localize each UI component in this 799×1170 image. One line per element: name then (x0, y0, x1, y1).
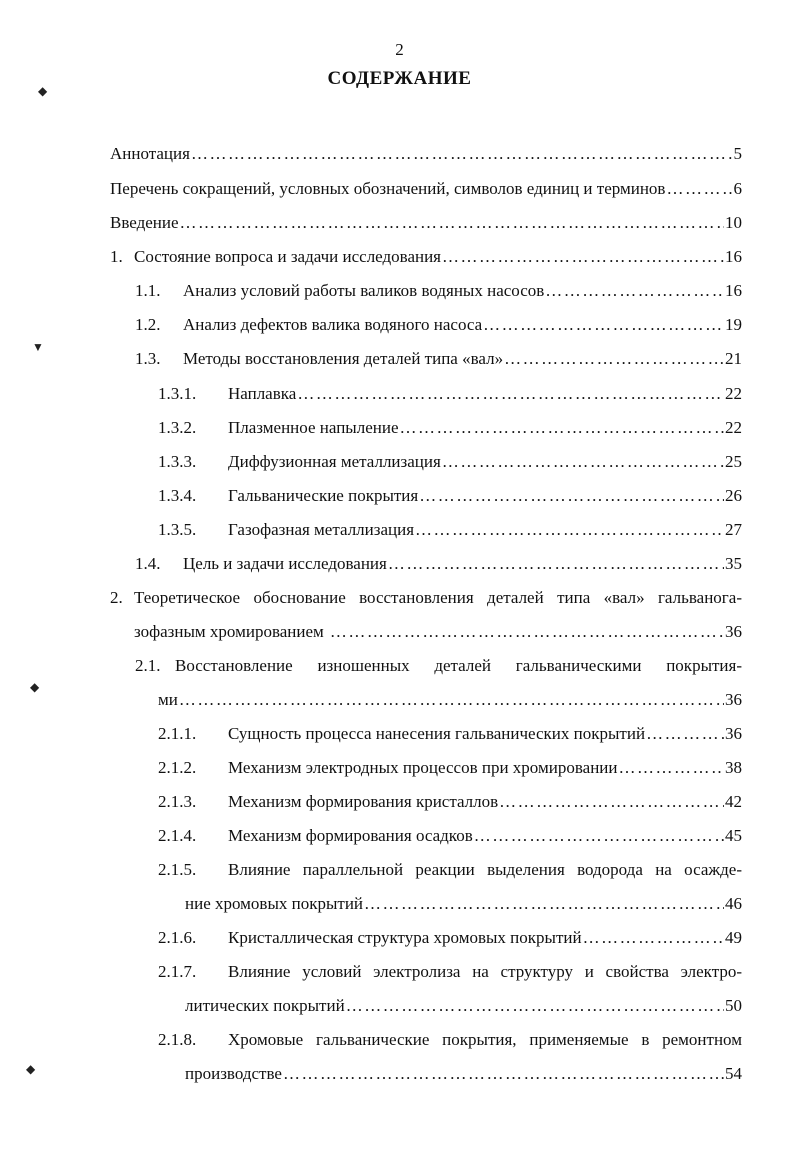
toc-entry-page: 42 (725, 792, 742, 811)
toc-leader-dots (388, 554, 724, 574)
toc-entry-first-line[interactable] (158, 1030, 742, 1050)
toc-entry-text: Газофазная металлизация (228, 520, 415, 539)
toc-entry[interactable] (135, 281, 742, 301)
toc-leader-dots (474, 826, 724, 846)
toc-entry[interactable] (110, 213, 742, 233)
toc-entry-text: Наплавка (228, 384, 297, 403)
toc-entry[interactable] (110, 179, 742, 199)
toc-leader-dots (483, 315, 724, 335)
toc-entry-continuation-text: зофазным хромированием (134, 622, 324, 641)
toc-entry-text: Механизм формирования осадков (228, 826, 473, 845)
toc-entry[interactable] (158, 928, 742, 948)
toc-entry-page: 38 (725, 758, 742, 777)
scan-mark-4: ◆ (26, 1062, 36, 1076)
toc-entry-number: 1.3.5. (158, 520, 197, 539)
toc-leader-dots (618, 758, 724, 778)
toc-entry-number: 2.1.6. (158, 928, 197, 947)
toc-leader-dots (545, 281, 724, 301)
toc-entry-continuation[interactable] (185, 1064, 742, 1084)
toc-entry-number: 2.1.7. (158, 962, 197, 981)
toc-entry-page: 5 (733, 144, 742, 163)
toc-entry-text: Плазменное напыление (228, 418, 399, 437)
toc-leader-dots (297, 384, 724, 404)
toc-entry-page: 35 (725, 554, 742, 573)
toc-entry-page: 6 (733, 179, 742, 198)
toc-entry-page: 19 (725, 315, 742, 334)
toc-entry-text: Аннотация (110, 144, 190, 163)
toc-entry-first-line[interactable] (158, 860, 742, 880)
toc-leader-dots (346, 996, 724, 1016)
toc-entry-page: 46 (725, 894, 742, 913)
toc-leader-dots (442, 247, 724, 267)
toc-entry-text: Гальванические покрытия (228, 486, 419, 505)
toc-entry-page: 36 (725, 690, 742, 709)
toc-entry-number: 2. (110, 588, 123, 607)
toc-entry-number: 1.4. (135, 554, 161, 573)
toc-entry-number: 2.1.3. (158, 792, 197, 811)
toc-entry-continuation-text: ние хромовых покрытий (185, 894, 364, 913)
toc-entry-page: 26 (725, 486, 742, 505)
toc-entry-text: Кристаллическая структура хромовых покрытий (228, 928, 582, 947)
scan-mark-2: ▼ (32, 340, 44, 354)
toc-entry-text: Диффузионная металлизация (228, 452, 441, 471)
toc-entry-continuation[interactable] (185, 996, 742, 1016)
toc-entry-continuation-text: производстве (185, 1064, 282, 1083)
toc-entry[interactable] (135, 554, 742, 574)
page-title: СОДЕРЖАНИЕ (327, 68, 472, 89)
toc-entry-number: 2.1.2. (158, 758, 197, 777)
toc-entry-number: 1. (110, 247, 123, 266)
toc-leader-dots (442, 452, 724, 472)
toc-entry-page: 25 (725, 452, 742, 471)
toc-entry[interactable] (158, 724, 742, 744)
toc-entry-first-line[interactable] (135, 656, 742, 676)
toc-leader-dots (180, 213, 724, 233)
toc-entry-continuation[interactable] (134, 622, 742, 642)
toc-entry-page: 16 (725, 247, 742, 266)
toc-entry-continuation-text: ми (158, 690, 178, 709)
scan-mark-1: ◆ (38, 84, 48, 98)
toc-entry-page: 22 (725, 384, 742, 403)
toc-entry-number: 2.1.5. (158, 860, 197, 879)
toc-entry-text: Механизм формирования кристаллов (228, 792, 499, 811)
toc-entry-number: 1.3.4. (158, 486, 197, 505)
toc-entry-text: Анализ дефектов валика водяного насоса (183, 315, 483, 334)
toc-leader-dots (504, 349, 724, 369)
toc-entry[interactable] (158, 826, 742, 846)
toc-entry-number: 2.1.1. (158, 724, 197, 743)
toc-entry[interactable] (158, 520, 742, 540)
toc-entry-first-line[interactable] (110, 588, 742, 608)
toc-entry-page: 10 (725, 213, 742, 232)
toc-entry-page: 21 (725, 349, 742, 368)
toc-entry[interactable] (158, 452, 742, 472)
toc-entry-number: 1.2. (135, 315, 161, 334)
toc-entry-number: 1.1. (135, 281, 161, 300)
toc-leader-dots (583, 928, 724, 948)
toc-leader-dots (283, 1064, 724, 1084)
toc-entry-page: 36 (725, 622, 742, 641)
toc-entry[interactable] (158, 758, 742, 778)
toc-leader-dots (499, 792, 724, 812)
toc-leader-dots (415, 520, 724, 540)
toc-leader-dots (666, 179, 732, 199)
toc-entry-text: Механизм электродных процессов при хромировании (228, 758, 618, 777)
toc-leader-dots (400, 418, 725, 438)
toc-entry[interactable] (158, 384, 742, 404)
toc-entry-page: 16 (725, 281, 742, 300)
toc-entry[interactable] (135, 349, 742, 369)
scan-mark-3: ◆ (30, 680, 40, 694)
toc-entry-number: 1.3.2. (158, 418, 197, 437)
toc-entry-text: Влияние условий электролиза на структуру и свойства электро- (228, 962, 742, 981)
toc-entry-page: 45 (725, 826, 742, 845)
toc-entry-continuation[interactable] (185, 894, 742, 914)
toc-entry-page: 49 (725, 928, 742, 947)
toc-entry-number: 2.1.4. (158, 826, 197, 845)
toc-entry[interactable] (110, 144, 742, 164)
toc-entry-text: Состояние вопроса и задачи исследования (134, 247, 442, 266)
toc-entry-page: 54 (725, 1064, 742, 1083)
toc-entry-first-line[interactable] (158, 962, 742, 982)
toc-entry-text: Анализ условий работы валиков водяных насосов (183, 281, 545, 300)
toc-entry-page: 22 (725, 418, 742, 437)
toc-entry[interactable] (110, 247, 742, 267)
toc-entry-text: Сущность процесса нанесения гальванических покрытий (228, 724, 646, 743)
toc-entry-number: 2.1. (135, 656, 161, 675)
page-number: 2 (395, 40, 404, 59)
toc-leader-dots (419, 486, 724, 506)
toc-entry-continuation-text: литических покрытий (185, 996, 345, 1015)
toc-entry-continuation[interactable] (158, 690, 742, 710)
toc-leader-dots (191, 144, 733, 164)
toc-entry-text: Хромовые гальванические покрытия, применяемые в ремонтном (228, 1030, 742, 1049)
toc-entry[interactable] (158, 418, 742, 438)
toc-leader-dots (179, 690, 724, 710)
toc-entry-text: Цель и задачи исследования (183, 554, 387, 573)
toc-entry-text: Теоретическое обоснование восстановления деталей типа «вал» гальванога- (134, 588, 742, 607)
toc-entry-page: 27 (725, 520, 742, 539)
toc-entry-text: Влияние параллельной реакции выделения водорода на осажде- (228, 860, 742, 879)
toc-leader-dots (364, 894, 724, 914)
toc-entry-number: 1.3.3. (158, 452, 197, 471)
toc-entry-number: 1.3. (135, 349, 161, 368)
toc-entry[interactable] (158, 792, 742, 812)
toc-leader-dots (330, 622, 724, 642)
toc-entry-number: 2.1.8. (158, 1030, 197, 1049)
toc-entry-text: Методы восстановления деталей типа «вал» (183, 349, 504, 368)
toc-entry-text: Введение (110, 213, 179, 232)
toc-entry[interactable] (158, 486, 742, 506)
toc-entry-text: Восстановление изношенных деталей гальваническими покрытия- (175, 656, 742, 675)
toc-entry-text: Перечень сокращений, условных обозначений, символов единиц и терминов (110, 179, 666, 198)
toc-leader-dots (646, 724, 724, 744)
toc-entry-page: 36 (725, 724, 742, 743)
toc-entry-number: 1.3.1. (158, 384, 197, 403)
toc-entry[interactable] (135, 315, 742, 335)
toc-entry-page: 50 (725, 996, 742, 1015)
